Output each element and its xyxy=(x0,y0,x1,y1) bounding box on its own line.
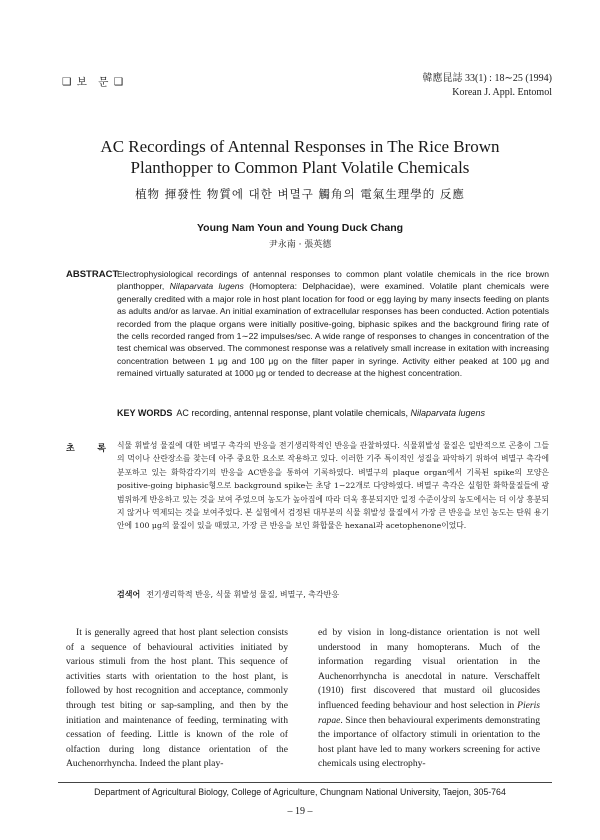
korean-keywords-text: 전기생리학적 반응, 식물 휘발성 물질, 벼멸구, 촉각반응 xyxy=(146,590,340,599)
body-species-name: Pieris rapae xyxy=(318,699,540,726)
keywords xyxy=(117,408,557,418)
body-right-text-2: . Since then behavioural experiments demonstrating the importance of olfactory stimuli in orientation to the host plant have led to many workers screening for active chemicals using electrophy- xyxy=(318,714,540,770)
journal-volume-line: 韓應昆誌 33(1) : 18∼25 (1994) xyxy=(422,73,552,84)
body-left-column: It is generally agreed that host plant selection consists of a sequence of behavioural activities initiated by various stimuli from the host plant. This sequence of activities starts with orientation to the host plant, is followed by host recognition and acceptance, commonly through test biting or sap-sampling, and then by the initiation and maintenance of feeding, terminating with cessation of feeding. Little is known of the role of olfaction during long distance orientation of the Auchenorrhyncha. Indeed the plant play- xyxy=(66,627,288,770)
korean-abstract-text: 식물 휘발성 물질에 대한 벼멸구 촉각의 반응을 전기생리학적인 반응을 관찰하였다. 식물휘발성 물질은 일반적으로 곤충이 그들의 먹이나 산란장소를 찾는데 아주 중요한 요소로 작용하고 있다. 이러한 기주 특이적인 성질을 파악하기 위하여 벼멸구 촉각에 분포하고 있는 화학감각기의 반응을 AC반응을 통하여 기록하였다. 벼멸구의 plaque organ에서 기록된 spike의 모양은 positive-going biphasic형으로 background spike는 초당 1∼22개로 다양하였다. 벼멸구 촉각은 실험한 화학물질들에 광범위하게 반응하고 있는 것을 보여 주었으며 농도가 높아짐에 따라 더욱 흥분되지만 일정 수준이상의 농도에서는 더 이상 흥분되지 않거나 역제되는 것을 보여주었다. 본 실험에서 검정된 대부분의 식물 휘발성 물질에서 가장 큰 반응을 보인 농도는 탄워 용기 안에 100 μg의 물질이 있을 때였고, 가장 큰 반응을 보인 화합물은 hexanal과 acetophenone이었다. xyxy=(117,441,549,531)
korean-abstract-label xyxy=(66,441,106,454)
keywords-species: Nilaparvata lugens xyxy=(410,408,486,418)
author-names: Young Nam Youn and Young Duck Chang xyxy=(196,222,404,234)
korean-abstract-label-b: 록 xyxy=(97,444,106,454)
author-affiliation: Department of Agricultural Biology, College of Agriculture, Chungnam National University, Taejon, 305-764 xyxy=(94,787,506,797)
body-right-column xyxy=(318,626,540,772)
paper-title-line-1: AC Recordings of Antennal Responses in The Rice Brown xyxy=(100,137,500,156)
journal-citation xyxy=(423,72,552,100)
korean-abstract-label-a: 초 xyxy=(66,444,75,454)
paper-title xyxy=(50,136,550,178)
section-tag xyxy=(62,74,130,89)
abstract-text-part-2: (Homoptera: Delphacidae), were examined. Volatile plant chemicals were generally credited with a major role in host plant location for food or egg laying by many insects feeding on plants as adults and/or as larvae. An initial examination of extracellular responses has been conducted. Action potentials recorded from the plaque organs were initially positive-going, biphasic spikes and the background firing rate of the cells recorded ranged from 1∼22 impulses/sec. A wide range of responses to changes in concentration of the test chemical was observed. The commonest response was a relatively small increase in exitation with increasing concentration between 1 μg and 100 μg on the filter paper in syringe. Activity either peaked at 100 μg and remained virtually saturated at 1000 μg or tended to decrease at the highest concentration. xyxy=(117,281,549,379)
keywords-label: KEY WORDS xyxy=(117,408,173,418)
section-tag-left: ❑ 보 xyxy=(62,76,88,88)
paper-title-line-2: Planthopper to Common Plant Volatile Chemicals xyxy=(130,158,470,177)
body-right-text-1: ed by vision in long-distance orientation is not well understood in many homopterans. Much of the information regarding visual orientation in the Auchenorrhyncha is anecdotal in nature. Verschaffelt (1910) first discovered that mustard oil glucosides influenced feeding behaviour and host selection in xyxy=(318,627,540,711)
keywords-text: AC recording, antennal response, plant volatile chemicals, xyxy=(176,408,411,418)
journal-english-name: Korean J. Appl. Entomol xyxy=(452,87,552,98)
page-number: – 19 – xyxy=(287,806,313,817)
abstract-text-part-1: Electrophysiological recordings of antennal responses to common plant volatile chemicals in the rice brown planthopper, xyxy=(117,269,549,292)
abstract-text xyxy=(117,268,549,380)
paper-title-korean: 植物 揮發性 物質에 대한 벼멸구 觸角의 電氣生理學的 反應 xyxy=(135,187,465,201)
author-names-korean: 尹永南 · 張英德 xyxy=(268,240,332,250)
korean-keywords-label: 검색어 xyxy=(117,590,141,599)
abstract-label: ABSTRACT xyxy=(66,269,119,280)
footer-rule xyxy=(58,782,552,783)
korean-keywords xyxy=(117,589,549,600)
abstract-species-name: Nilaparvata lugens xyxy=(169,281,244,292)
section-tag-right: 문 ❑ xyxy=(98,76,125,88)
